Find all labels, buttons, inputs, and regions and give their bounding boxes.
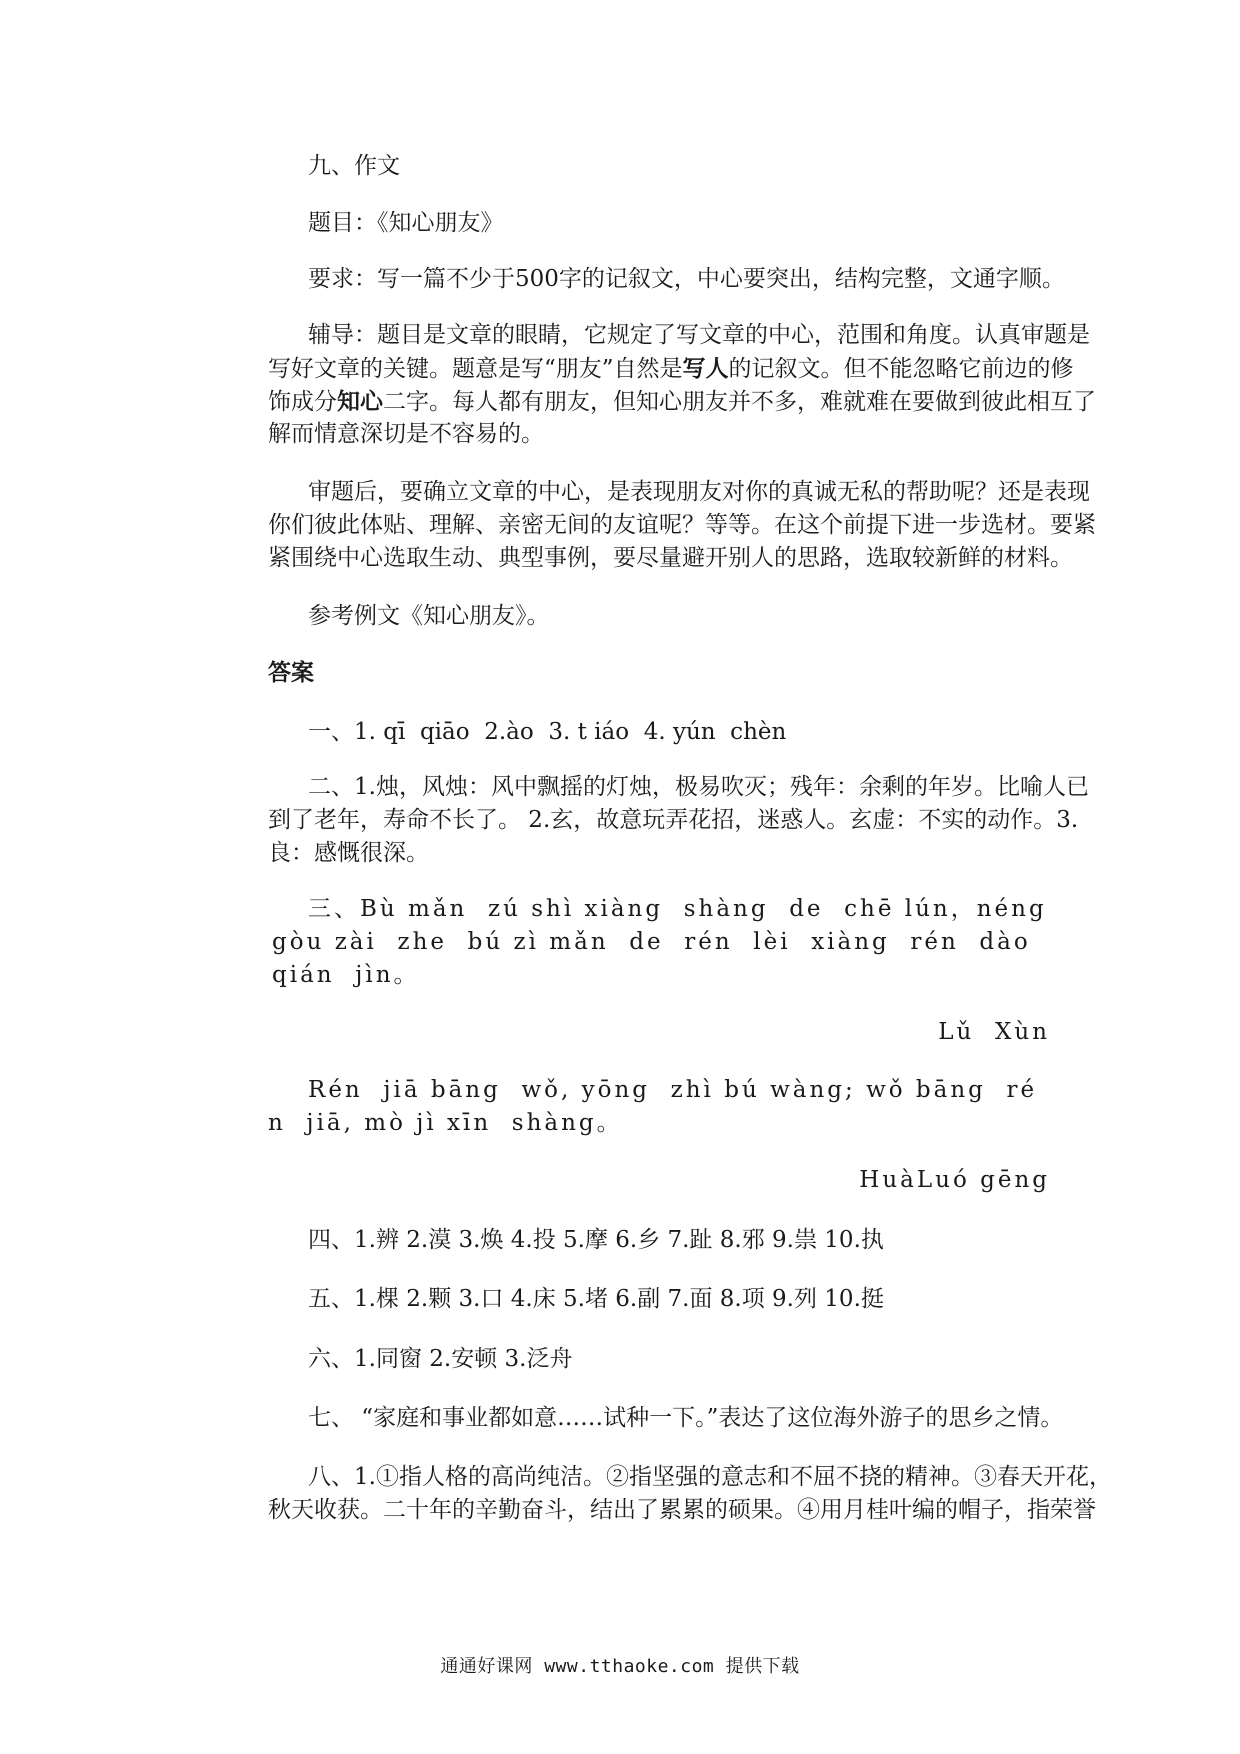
answer-4: 四、1.辨 2.漠 3.焕 4.投 5.摩 6.乡 7.趾 8.邪 9.祟 10.执 — [308, 1227, 884, 1253]
essay-topic: 题目：《知心朋友》 — [308, 210, 504, 236]
answer-2-line-1: 二、1.烛，风烛：风中飘摇的灯烛，极易吹灭；残年：余剩的年岁。比喻人已 — [308, 774, 1089, 800]
answer-5: 五、1.棵 2.颗 3.口 4.床 5.堵 6.副 7.面 8.项 9.列 10.挺 — [308, 1286, 884, 1312]
guide-line-3 — [268, 385, 1096, 419]
footer-url[interactable]: www.tthaoke.com — [544, 1656, 715, 1677]
essay-requirement: 要求：写一篇不少于500字的记叙文，中心要突出，结构完整，文通字顺。 — [308, 266, 1065, 292]
answer-3-attribution-1: Lǔ Xùn — [938, 1019, 1050, 1045]
answer-3-line-3: qián jìn。 — [272, 962, 420, 988]
guide-text: 的记叙文。但不能忽略它前边的修 — [728, 356, 1074, 382]
guide-text: 饰成分 — [268, 389, 337, 415]
answer-6: 六、1.同窗 2.安顿 3.泛舟 — [308, 1346, 573, 1372]
guide-emphasis-zhixin: 知心 — [337, 388, 383, 415]
analysis-line-1: 审题后，要确立文章的中心，是表现朋友对你的真诚无私的帮助呢？还是表现 — [308, 479, 1090, 505]
analysis-line-2: 你们彼此体贴、理解、亲密无间的友谊呢？等等。在这个前提下进一步选材。要紧 — [268, 512, 1096, 538]
guide-text: 写好文章的关键。题意是写“朋友”自然是 — [268, 356, 683, 382]
answer-2-line-3: 良：感慨很深。 — [268, 840, 429, 866]
footer-site-name: 通通好课网 — [440, 1656, 533, 1677]
essay-reference: 参考例文《知心朋友》。 — [308, 603, 550, 629]
answer-3-attribution-2: HuàLuó gēng — [859, 1167, 1050, 1193]
guide-line-4: 解而情意深切是不容易的。 — [268, 421, 544, 447]
answer-8-line-2: 秋天收获。二十年的辛勤奋斗，结出了累累的硕果。④用月桂叶编的帽子，指荣誉 — [268, 1497, 1096, 1523]
guide-text: 二字。每人都有朋友，但知心朋友并不多，难就难在要做到彼此相互了 — [383, 389, 1096, 415]
answer-3-quote2-line-1: Rén jiā bāng wǒ, yōng zhì bú wàng; wǒ bāng ré — [308, 1077, 1038, 1103]
footer-suffix: 提供下载 — [725, 1656, 800, 1677]
answers-heading: 答案 — [268, 659, 314, 686]
guide-line-2 — [268, 352, 1074, 386]
guide-line-1: 辅导：题目是文章的眼睛，它规定了写文章的中心，范围和角度。认真审题是 — [308, 322, 1090, 348]
page-footer — [0, 1652, 1240, 1678]
answer-7: 七、 “家庭和事业都如意……试种一下。”表达了这位海外游子的思乡之情。 — [308, 1405, 1064, 1431]
answer-3-quote2-line-2: n jiā, mò jì xīn shàng。 — [268, 1110, 623, 1136]
answer-2-line-2: 到了老年，寿命不长了。 2.玄，故意玩弄花招，迷惑人。玄虚：不实的动作。3. — [268, 807, 1079, 833]
answer-3-line-1: 三、Bù mǎn zú shì xiàng shàng de chē lún，néng — [308, 896, 1047, 922]
answer-3-line-2: gòu zài zhe bú zì mǎn de rén lèi xiàng rén dào — [272, 929, 1031, 955]
essay-section-title: 九、作文 — [308, 153, 400, 179]
answer-8-line-1: 八、1.①指人格的高尚纯洁。②指坚强的意志和不屈不挠的精神。③春天开花， — [308, 1464, 1112, 1490]
analysis-line-3: 紧围绕中心选取生动、典型事例，要尽量避开别人的思路，选取较新鲜的材料。 — [268, 545, 1073, 571]
answer-1: 一、1. qī qiāo 2.ào 3. t iáo 4. yún chèn — [308, 719, 787, 745]
guide-emphasis-write-person: 写人 — [682, 355, 729, 382]
